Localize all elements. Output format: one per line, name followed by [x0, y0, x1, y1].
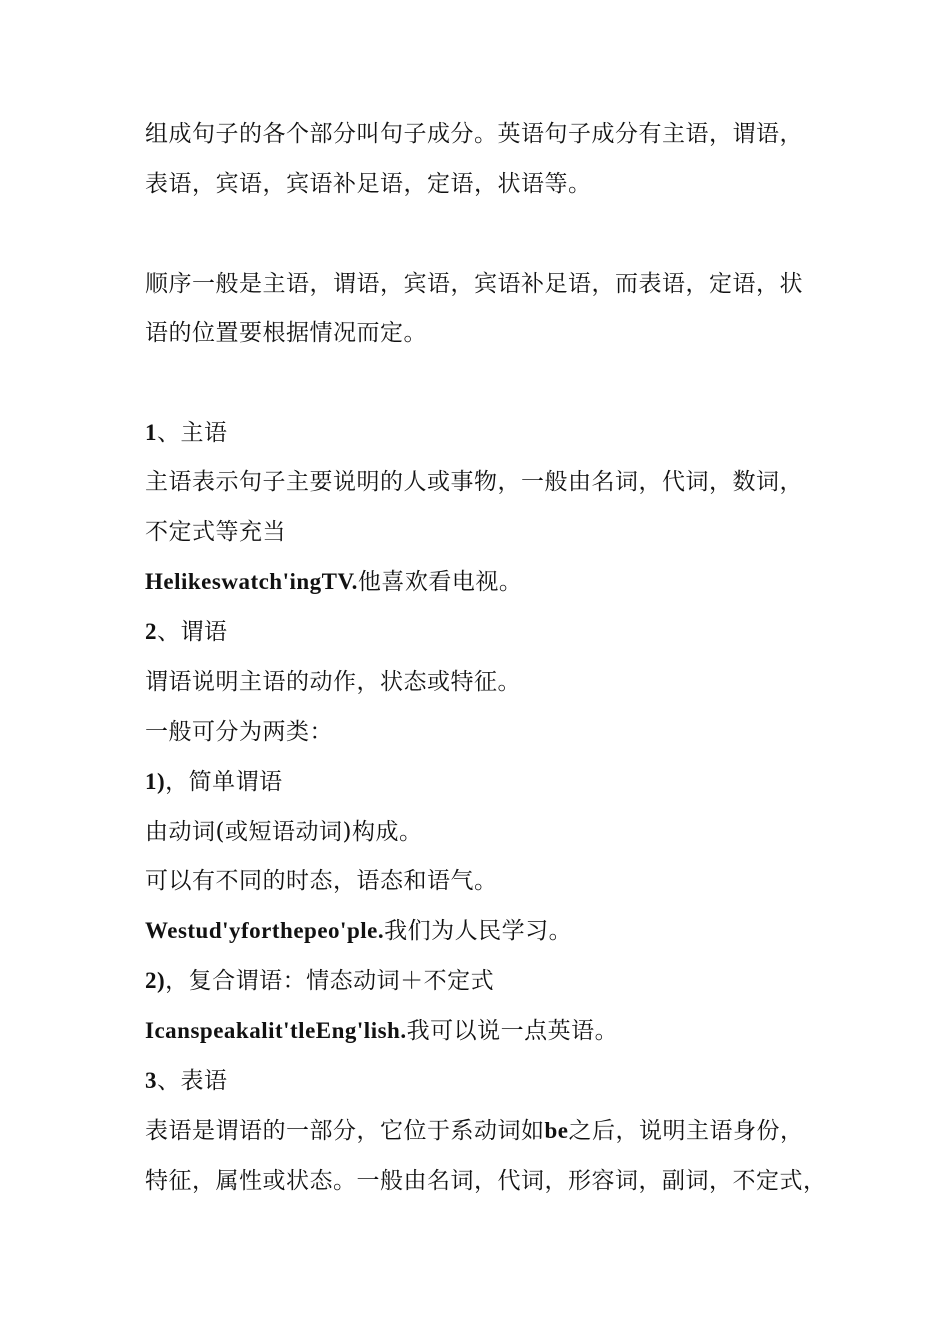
section-2-heading [145, 617, 825, 647]
section-3-desc-1 [145, 1116, 825, 1146]
order-line-2: 语的位置要根据情况而定。 [145, 320, 427, 346]
subsection-2-example [145, 1016, 825, 1046]
subsection-1-example [145, 916, 825, 946]
section-2-desc-2: 一般可分为两类： [145, 719, 333, 745]
example-chinese: 他喜欢看电视。 [357, 569, 523, 595]
section-3-number: 3 [145, 1068, 157, 1093]
section-1-title: 、主语 [157, 420, 228, 446]
example-english: Helikeswatch'ingTV. [145, 569, 358, 594]
section-1-example [145, 567, 825, 597]
section-3-heading [145, 1066, 825, 1096]
subsection-1-title: ，简单谓语 [165, 769, 283, 795]
example-chinese: 我可以说一点英语。 [406, 1018, 619, 1044]
section-2-number: 2 [145, 619, 157, 644]
example-english: Westud'yforthepeo'ple. [145, 918, 385, 943]
example-chinese: 我们为人民学习。 [384, 918, 573, 944]
subsection-1-heading [145, 767, 825, 797]
section-3-desc-1a: 表语是谓语的一部分，它位于系动词如 [145, 1118, 545, 1144]
section-1-heading [145, 418, 825, 448]
be-verb: be [544, 1118, 569, 1143]
subsection-1-number: 1) [145, 769, 166, 794]
section-3-title: 、表语 [157, 1068, 228, 1094]
subsection-2-title: ，复合谓语：情态动词＋不定式 [165, 968, 495, 994]
section-1-desc-1: 主语表示句子主要说明的人或事物，一般由名词，代词，数词， [145, 469, 803, 495]
subsection-1-desc-2: 可以有不同的时态，语态和语气。 [145, 868, 498, 894]
intro-line-2: 表语，宾语，宾语补足语，定语，状语等。 [145, 171, 592, 197]
subsection-2-number: 2) [145, 968, 166, 993]
section-2-title: 、谓语 [157, 619, 228, 645]
example-english: Icanspeakalit'tleEng'lish. [145, 1018, 407, 1043]
section-3-desc-1b: 之后，说明主语身份， [568, 1118, 804, 1144]
subsection-2-heading [145, 966, 825, 996]
order-line-1: 顺序一般是主语，谓语，宾语，宾语补足语，而表语，定语，状 [145, 271, 803, 297]
section-3-desc-2: 特征，属性或状态。一般由名词，代词，形容词，副词，不定式， [145, 1168, 827, 1194]
subsection-1-desc-1: 由动词(或短语动词)构成。 [145, 819, 423, 845]
section-1-number: 1 [145, 420, 157, 445]
section-1-desc-2: 不定式等充当 [145, 519, 286, 545]
section-2-desc-1: 谓语说明主语的动作，状态或特征。 [145, 669, 521, 695]
intro-line-1: 组成句子的各个部分叫句子成分。英语句子成分有主语，谓语， [145, 121, 803, 147]
